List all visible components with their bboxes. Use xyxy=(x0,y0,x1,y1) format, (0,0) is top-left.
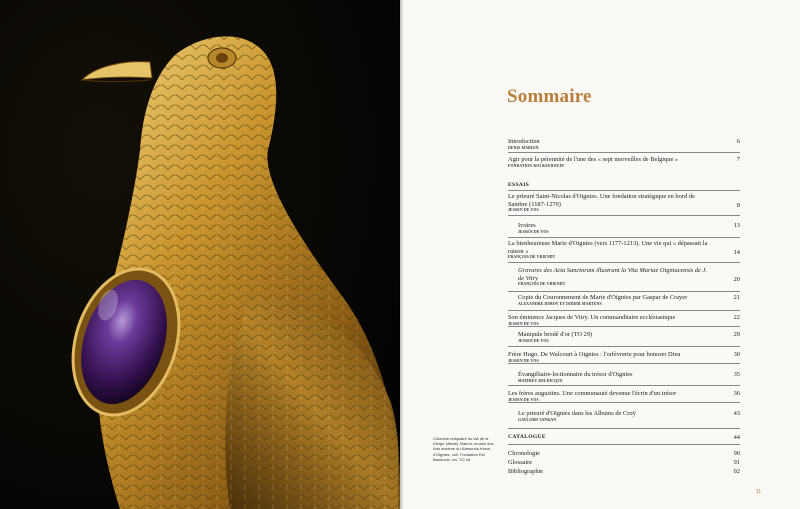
toc-entry-title: Gravures des Acta Sanctorum illustrant la Vita Mariae Oigniacensis de J. de Vitry xyxy=(518,267,707,282)
toc-entry-author: JESSEN DE VOS xyxy=(508,397,539,402)
toc-entry-page: 14 xyxy=(733,249,740,256)
toc-entry-author: DENIS MARION xyxy=(508,145,539,150)
toc-entry-author: FRANÇOIS DE VRIENDT xyxy=(518,282,566,287)
toc-entry-page: 36 xyxy=(733,390,740,397)
toc-entry-page: 13 xyxy=(733,222,740,229)
toc-subentry xyxy=(518,371,740,384)
toc-subentry xyxy=(518,267,740,287)
toc-entry-page: 8 xyxy=(736,202,740,209)
toc-entry-title: Glossaire xyxy=(508,459,533,466)
toc-entry xyxy=(508,434,740,440)
toc-entry xyxy=(508,351,740,364)
toc-entry-page: 21 xyxy=(733,294,740,301)
toc-entry-page: 43 xyxy=(733,410,740,417)
image-caption: Colombe-reliquaire du lait de la Vierge (détail), Namur, musée des Arts anciens du Namurois-trésor d'Oignies, coll. Fondation Roi Baudouin, inv. TO 16. xyxy=(433,436,494,462)
toc-entry-title: Le prieuré d'Oignies dans les Albums de Croÿ xyxy=(518,410,636,417)
toc-entry-author: MATHIEU DELDICQUE xyxy=(518,378,563,383)
page-title: Sommaire xyxy=(507,86,592,107)
divider xyxy=(508,190,740,191)
toc-entry-title: Introduction xyxy=(508,138,540,145)
toc-entry-title: La bienheureuse Marie d'Oignies (vers 1177-1213). Une vie qui « dépassait la raison » xyxy=(508,240,708,255)
divider xyxy=(508,262,740,263)
toc-entry xyxy=(508,459,740,467)
gutter-shadow xyxy=(398,0,404,509)
toc-subentry xyxy=(518,331,740,344)
toc-entry-page: 91 xyxy=(733,459,740,466)
toc-entry-author: JESSEN DE VOS xyxy=(508,321,539,326)
toc-entry-title: Manipule brodé d'or (TO 29) xyxy=(518,331,593,338)
toc-entry-page: 35 xyxy=(733,371,740,378)
toc-entry xyxy=(508,193,740,213)
toc-entry-title: Copie du Couronnement de Marie d'Oignies par Gaspar de Crayer xyxy=(518,294,688,301)
toc-entry xyxy=(508,450,740,458)
section-heading: ESSAIS xyxy=(508,182,530,188)
toc-entry-author: GAYLORD VANKAN xyxy=(518,417,557,422)
toc-entry-author: JESSEN DE VOS xyxy=(518,338,549,343)
toc-entry-title: Bibliographie xyxy=(508,468,544,475)
toc-entry-author: JESSEN DE VOS xyxy=(518,229,549,234)
toc-entry-author: FONDATION ROI BAUDOUIN xyxy=(508,163,564,168)
toc-entry-page: 29 xyxy=(733,331,740,338)
toc-entry-author: JESSEN DE VOS xyxy=(508,358,539,363)
divider xyxy=(508,310,740,311)
toc-entry-page: 90 xyxy=(733,450,740,457)
section-heading: CATALOGUE xyxy=(508,434,546,440)
toc-entry-page: 6 xyxy=(736,138,740,145)
toc-subentry xyxy=(518,294,740,307)
toc-entry-page: 22 xyxy=(733,314,740,321)
toc-entry xyxy=(508,156,740,169)
toc-entry xyxy=(508,240,740,260)
toc-entry-title: Son éminence Jacques de Vitry. Un commanditaire ecclésiastique xyxy=(508,314,676,321)
divider xyxy=(508,385,740,386)
toc-entry xyxy=(508,390,740,403)
toc-entry-title: Le prieuré Saint-Nicolas d'Oignies. Une fondation stratégique en bord de Sambre (1187-1270) xyxy=(508,193,695,208)
toc-entry-page: 7 xyxy=(736,156,740,163)
divider xyxy=(508,152,740,153)
divider xyxy=(508,346,740,347)
toc-entry xyxy=(508,138,740,151)
toc-entry-title: Chronologie xyxy=(508,450,540,457)
toc-entry-page: 44 xyxy=(733,434,740,441)
toc-entry-page: 30 xyxy=(733,351,740,358)
divider xyxy=(508,237,740,238)
toc-subentry xyxy=(518,410,740,423)
toc-entry-title: Ivoires xyxy=(518,222,536,229)
toc-entry-title: Frère Hugo. De Walcourt à Oignies : l'orfèvrerie pour honorer Dieu xyxy=(508,351,681,358)
page-number: 11 xyxy=(756,489,762,495)
toc-entry-page: 20 xyxy=(733,276,740,283)
toc-entry-page: 92 xyxy=(733,468,740,475)
toc-entry-author: ALEXANDRE DIMOV ET DIDIER MARTENS xyxy=(518,301,602,306)
divider xyxy=(508,428,740,429)
toc-entry-author: FRANÇOIS DE VRIENDT xyxy=(508,255,556,260)
divider xyxy=(508,402,740,403)
divider xyxy=(508,363,740,364)
divider xyxy=(508,326,740,327)
divider xyxy=(508,215,740,216)
toc-entry-title: Agir pour la pérennité de l'une des « sept merveilles de Belgique » xyxy=(508,156,679,163)
toc-entry-title: Évangéliaire-lectionnaire du trésor d'Oignies xyxy=(518,371,633,378)
toc-entry-author: JESSEN DE VOS xyxy=(508,208,539,213)
toc-entry xyxy=(508,468,740,476)
divider xyxy=(508,444,740,445)
toc-entry-title: Les frères augustins. Une communauté devenue l'écrin d'un trésor xyxy=(508,390,677,397)
toc-entry xyxy=(508,314,740,327)
divider xyxy=(508,291,740,292)
toc-subentry xyxy=(518,222,740,235)
